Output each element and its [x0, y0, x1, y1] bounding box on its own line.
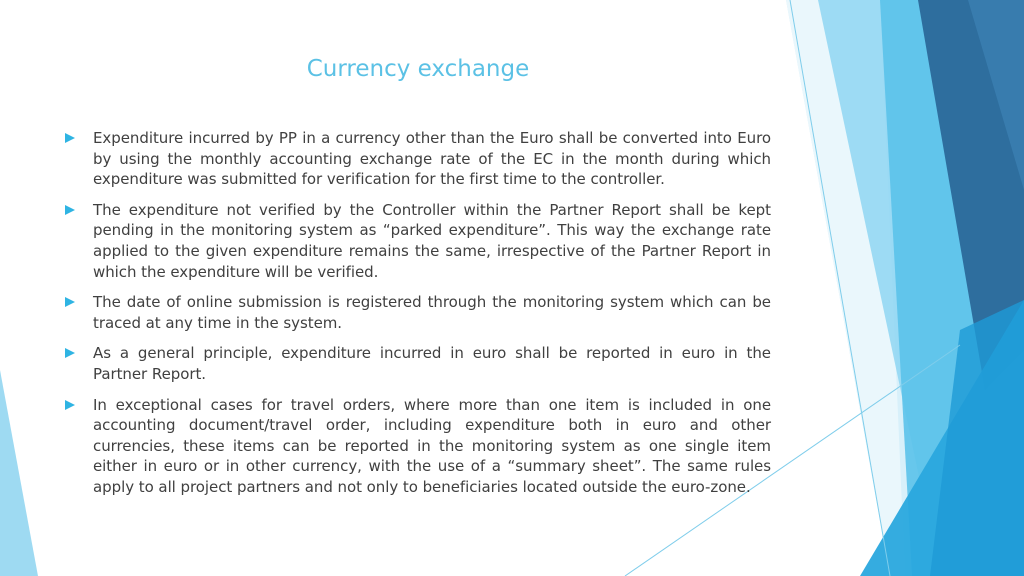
bullet-arrow-icon: [62, 395, 93, 415]
bullet-text: In exceptional cases for travel orders, where more than one item is included in one accounting document/travel order, including expenditure both in euro and other currencies, these items can be reported in the monitoring system as one single item either in euro or in other currency, with the use of a “summary sheet”. The same rules apply to all project partners and not only to beneficiaries located outside the euro-zone.: [93, 395, 771, 496]
bullet-item: [62, 395, 771, 498]
bullet-arrow-icon: [62, 343, 93, 363]
bullet-text: As a general principle, expenditure incurred in euro shall be reported in euro in the Partner Report.: [93, 344, 771, 383]
left-edge-stripe: [0, 370, 38, 576]
bullet-text: The date of online submission is registered through the monitoring system which can be traced at any time in the system.: [93, 293, 771, 332]
bullet-text: Expenditure incurred by PP in a currency other than the Euro shall be converted into Euro by using the monthly accounting exchange rate of the EC in the month during which expenditure was submitted for verification for the first time to the controller.: [93, 129, 771, 189]
bullet-arrow-icon: [62, 200, 93, 220]
bullet-text: The expenditure not verified by the Controller within the Partner Report shall be kept pending in the monitoring system as “parked expenditure”. This way the exchange rate applied to the given expenditure remains the same, irrespective of the Partner Report in which the expenditure will be verified.: [93, 200, 771, 281]
bullet-item: [62, 343, 771, 384]
bullet-arrow-icon: [62, 128, 93, 148]
bullet-item: [62, 128, 771, 190]
bullet-item: [62, 200, 771, 282]
bullet-list: [62, 128, 771, 508]
bullet-item: [62, 292, 771, 333]
bullet-arrow-icon: [62, 292, 93, 312]
slide-title: Currency exchange: [306, 56, 530, 82]
